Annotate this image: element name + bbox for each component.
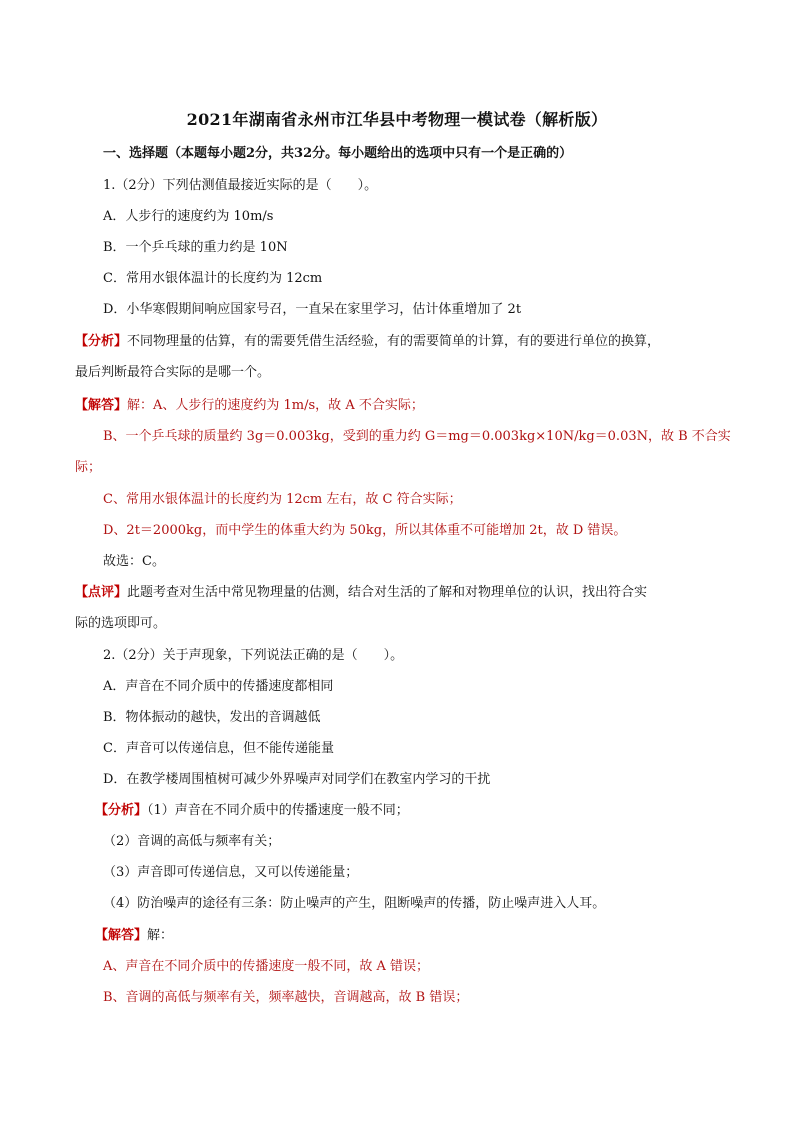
q1-answer-d: D、2t＝2000kg，而中学生的体重大约为 50kg，所以其体重不可能增加 2t，故 D 错误。 <box>103 523 627 538</box>
q2-stem: 2.（2分）关于声现象，下列说法正确的是（ ）。 <box>103 648 404 663</box>
q1-option-c: C．常用水银体温计的长度约为 12cm <box>103 271 323 286</box>
q2-analysis-tag: 【分析】 <box>95 803 148 818</box>
q2-option-b: B．物体振动的越快，发出的音调越低 <box>103 710 321 725</box>
q2-answer-tag: 【解答】 <box>95 928 148 943</box>
q2-answer-b: B、音调的高低与频率有关，频率越快，音调越高，故 B 错误； <box>103 990 469 1005</box>
q1-answer-b-cont: 际； <box>75 460 102 475</box>
q1-choice: 故选：C。 <box>103 554 165 569</box>
q2-analysis <box>95 802 409 820</box>
q2-option-c: C．声音可以传递信息，但不能传递能量 <box>103 741 334 756</box>
q1-answer <box>75 397 424 415</box>
q1-answer-c: C、常用水银体温计的长度约为 12cm 左右，故 C 符合实际； <box>103 492 462 507</box>
q2-answer-lead: 解： <box>147 928 174 943</box>
q1-option-d: D．小华寒假期间响应国家号召，一直呆在家里学习，估计体重增加了 2t <box>103 302 522 317</box>
q2-analysis-point-2: （2）音调的高低与频率有关； <box>103 834 281 849</box>
q1-analysis <box>75 333 660 351</box>
q2-analysis-point-4: （4）防治噪声的途径有三条：防止噪声的产生，阻断噪声的传播，防止噪声进入人耳。 <box>103 896 606 911</box>
q1-analysis-text: 不同物理量的估算，有的需要凭借生活经验，有的需要简单的计算，有的要进行单位的换算， <box>127 334 661 349</box>
q1-comment <box>75 584 647 602</box>
q2-option-a: A．声音在不同介质中的传播速度都相同 <box>103 679 334 694</box>
q1-stem: 1.（2分）下列估测值最接近实际的是（ ）。 <box>103 178 378 193</box>
q1-answer-lead: 解：A、人步行的速度约为 1m/s，故 A 不合实际； <box>127 398 424 413</box>
q1-comment-text: 此题考查对生活中常见物理量的估测，结合对生活的了解和对物理单位的认识，找出符合实 <box>127 585 648 600</box>
q1-option-b: B．一个乒乓球的重力约是 10N <box>103 240 288 255</box>
q2-option-d: D．在教学楼周围植树可减少外界噪声对同学们在教室内学习的干扰 <box>103 772 491 787</box>
q2-answer <box>95 927 173 945</box>
q1-comment-tag: 【点评】 <box>75 585 128 600</box>
q2-answer-a: A、声音在不同介质中的传播速度一般不同，故 A 错误； <box>103 959 430 974</box>
q1-analysis-cont: 最后判断最符合实际的是哪一个。 <box>75 365 271 380</box>
q1-answer-tag: 【解答】 <box>75 398 128 413</box>
q1-option-a: A．人步行的速度约为 10m/s <box>103 209 274 224</box>
q1-analysis-tag: 【分析】 <box>75 334 128 349</box>
q2-analysis-point-3: （3）声音即可传递信息，又可以传递能量； <box>103 865 359 880</box>
q2-analysis-point-1: （1）声音在不同介质中的传播速度一般不同； <box>147 803 409 818</box>
section-heading-choice: 一、选择题（本题每小题2分，共32分。每小题给出的选项中只有一个是正确的） <box>103 146 573 161</box>
q1-comment-cont: 际的选项即可。 <box>75 616 167 631</box>
q1-answer-b: B、一个乒乓球的质量约 3g＝0.003kg，受到的重力约 G＝mg＝0.003kg×10N/kg＝0.03N，故 B 不合实 <box>103 429 731 444</box>
page-title: 2021年湖南省永州市江华县中考物理一模试卷（解析版） <box>186 110 608 129</box>
